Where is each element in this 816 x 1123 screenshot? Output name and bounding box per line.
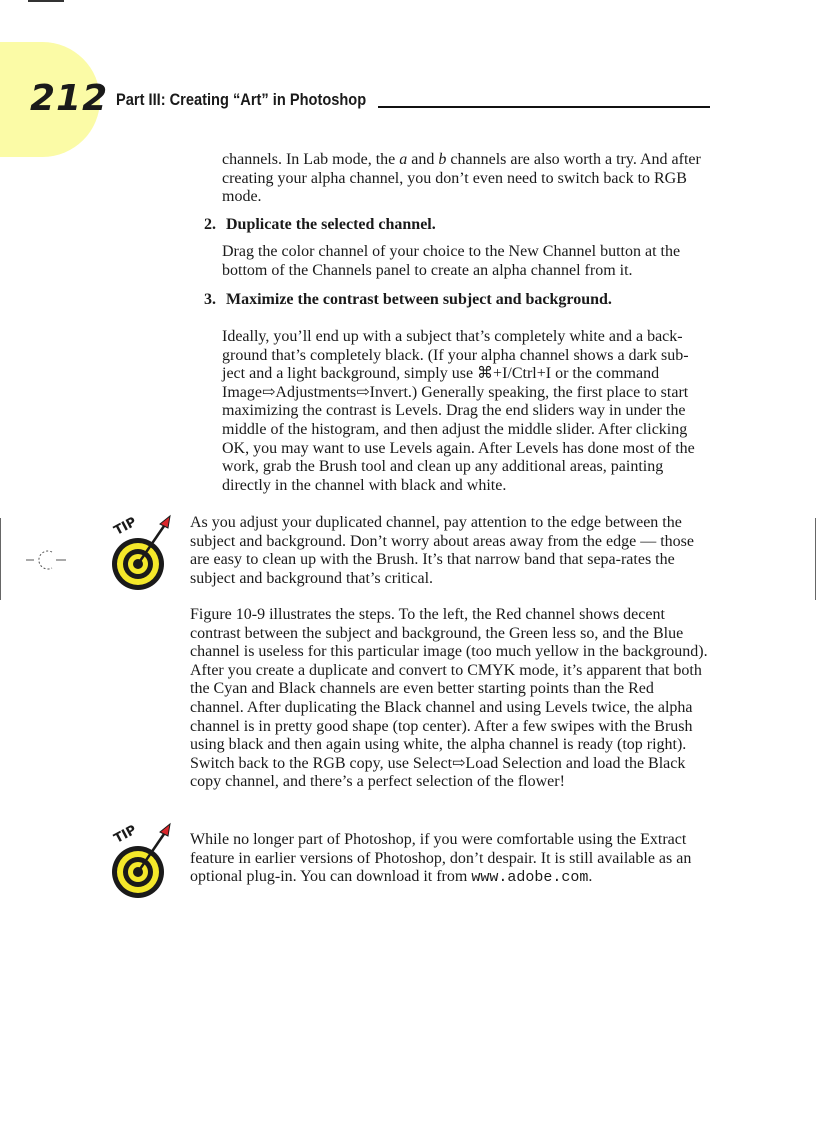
continuation-paragraph: channels. In Lab mode, the a and b channels are also worth a try. And after creating your alpha channel, you don’t even need to switch back to RGB mode. <box>222 151 701 206</box>
running-head: Part III: Creating “Art” in Photoshop <box>116 90 367 109</box>
step-2-body: Drag the color channel of your choice to the New Channel button at the bottom of the Channels panel to create an alpha channel from it. <box>222 243 681 279</box>
crop-mark-left <box>0 518 1 600</box>
svg-text:TIP: TIP <box>111 514 140 539</box>
adobe-url-link[interactable]: www.adobe.com <box>471 869 589 887</box>
header-rule <box>378 106 710 108</box>
svg-text:TIP: TIP <box>111 822 140 847</box>
italic-b: b <box>438 151 447 168</box>
tip-1-paragraph: As you adjust your duplicated channel, pay attention to the edge between the subject and background. Don’t worry about areas away from the edge — those are easy to clean up with the Brush. It’s that narrow band that sepa-rates the subject and background that’s critical. <box>190 514 694 587</box>
step-3-body: Ideally, you’ll end up with a subject that’s completely white and a back-ground that’s completely black. (If your alpha channel shows a dark sub-ject and a light background, simply use ⌘+I/Ctrl+I or the command Image⇨Adjustments⇨Invert.) Generally speaking, the first place to start maximizing the contrast is Levels. Drag the end sliders way in under the middle of the histogram, and then adjust the middle slider. After clicking OK, you may want to use Levels again. After Levels has done most of the work, grab the Brush tool and clean up any additional areas, painting directly in the channel with black and white. <box>222 328 695 494</box>
step-2-title: 2. Duplicate the selected channel. <box>204 216 436 233</box>
tip-target-icon <box>108 512 178 592</box>
tip-target-icon-2 <box>108 820 178 900</box>
step-3-title: 3. Maximize the contrast between subject and background. <box>204 291 612 308</box>
italic-a: a <box>399 151 408 168</box>
crop-mark-top <box>28 0 64 2</box>
figure-paragraph: Figure 10-9 illustrates the steps. To the left, the Red channel shows decent contrast between the subject and background, the Green less so, and the Blue channel is useless for this particular image (too much yellow in the background). After you create a duplicate and convert to CMYK mode, it’s apparent that both the Cyan and Black channels are even better starting points than the Red channel. After duplicating the Black channel and using Levels twice, the alpha channel is in pretty good shape (top center). After a few swipes with the Brush using black and then again using white, the alpha channel is ready (top right). Switch back to the RGB copy, use Select⇨Load Selection and load the Black copy channel, and there’s a perfect selection of the flower! <box>190 606 708 791</box>
registration-mark-icon <box>26 547 66 573</box>
tip-2-paragraph: While no longer part of Photoshop, if you were comfortable using the Extract feature in earlier versions of Photoshop, don’t despair. It is still available as an optional plug-in. You can download it from www.adobe.com. <box>190 831 692 887</box>
page-number: 212 <box>30 78 109 119</box>
